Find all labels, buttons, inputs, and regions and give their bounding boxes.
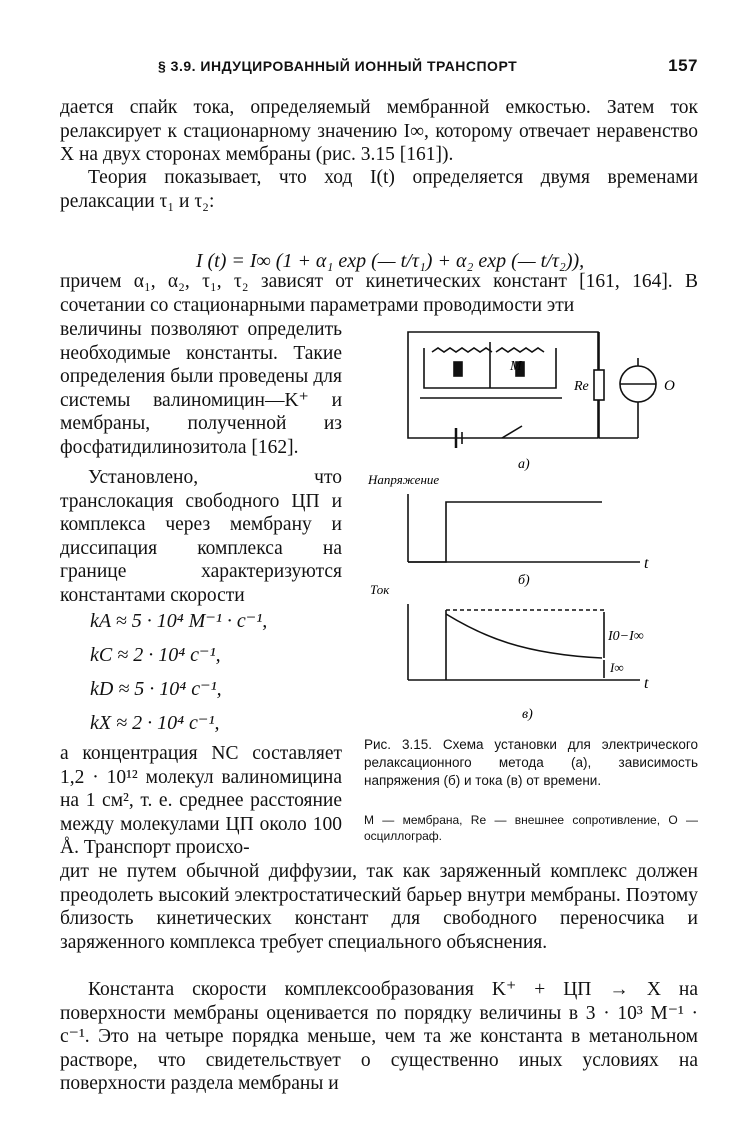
current-axis-label: Ток: [370, 582, 390, 597]
page-number: 157: [668, 56, 698, 75]
paragraph-5-wide: дит не путем обычной диффузии, так как заряженный комплекс должен преодолеть высокий электростатический барьер внутри мембраны. Поэтому близость кинетических констант для свободного переносчика и заряженного комплекса требует специального объяснения.: [60, 861, 698, 953]
paragraph-1: дается спайк тока, определяемый мембранной емкостью. Затем ток релаксирует к стационарному значению I∞, которому отвечает неравенство X на двух сторонах мембраны (рис. 3.15 [161]).: [60, 97, 698, 165]
circuit-diagram: [408, 332, 656, 448]
page-header: [58, 54, 698, 78]
figure-3-15: [362, 318, 702, 730]
paragraph-6: Константа скорости комплексообразования K⁺ + ЦП → X на поверхности мембраны оценивается по порядку величины в 3 · 10³ М⁻¹ · с⁻¹. Это на четыре порядка меньше, чем та же константа в метанольном растворе, что свидетельствует о существенно иных условиях на поверхности раздела мембраны и: [60, 979, 698, 1094]
label-resistor: Re: [574, 379, 589, 394]
current-graph: [408, 604, 640, 680]
relaxation-formula: I (t) = I∞ (1 + α₁ exp (— t/τ₁) + α₂ exp (— t/τ₂)),: [195, 250, 585, 272]
panel-b-label: б): [518, 573, 530, 588]
label-membrane: M: [510, 359, 522, 374]
switch: [502, 426, 522, 438]
paragraph-2: Теория показывает, что ход I(t) определяется двумя временами релаксации τ₁ и τ₂:: [60, 167, 698, 212]
rate-constants-list: [90, 604, 350, 740]
voltage-t-label: t: [644, 555, 649, 572]
current-t-label: t: [644, 675, 649, 692]
resistor-re: [594, 370, 604, 400]
current-decay: [446, 614, 602, 658]
figure-caption: Рис. 3.15. Схема установки для электрического релаксационного метода (а), зависимость напряжения (б) и тока (в) от времени.: [364, 737, 698, 788]
paragraph-3: причем α₁, α₂, τ₁, τ₂ зависят от кинетических констант [161, 164]. В сочетании со стационарными параметрами проводимости эти: [60, 271, 698, 316]
constant-kD: kD ≈ 5 · 10⁴ с⁻¹,: [90, 678, 222, 700]
figure-legend: М — мембрана, Re — внешнее сопротивление, О — осциллограф.: [364, 813, 698, 843]
resistor-zigzag-right: [496, 348, 544, 352]
paragraph-3-continued: величины позволяют определить необходимые константы. Такие определения были проведены для системы валиномицин—K⁺ и мембраны, полученной из фосфатидилинозитола [162].: [60, 319, 342, 458]
constant-kA: kA ≈ 5 · 10⁴ М⁻¹ · с⁻¹,: [90, 610, 268, 632]
paragraph-4: Установлено, что транслокация свободного ЦП и комплекса через мембрану и диссипация комплекса на границе характеризуются константами скорости: [60, 467, 342, 606]
running-title: § 3.9. ИНДУЦИРОВАННЫЙ ИОННЫЙ ТРАНСПОРТ: [158, 58, 518, 74]
paragraph-5-narrow: а концентрация NC составляет 1,2 · 10¹² молекул валиномицина на 1 см², т. е. среднее расстояние между молекулами ЦП около 100 Å. Транспорт происхо-: [60, 743, 342, 858]
i0-label: I0−I∞: [608, 629, 644, 644]
iinf-label: I∞: [610, 660, 624, 675]
voltage-graph: [408, 494, 640, 562]
constant-kX: kX ≈ 2 · 10⁴ с⁻¹,: [90, 712, 220, 734]
electrode-left: [454, 362, 462, 376]
resistor-zigzag-left: [432, 348, 492, 352]
label-oscilloscope: O: [664, 378, 675, 394]
panel-a-label: а): [518, 457, 530, 472]
constant-kC: kC ≈ 2 · 10⁴ с⁻¹,: [90, 644, 221, 666]
panel-c-label: в): [522, 707, 533, 722]
voltage-axis-label: Напряжение: [368, 472, 440, 487]
voltage-step: [408, 502, 602, 562]
figure-svg: [362, 318, 702, 730]
